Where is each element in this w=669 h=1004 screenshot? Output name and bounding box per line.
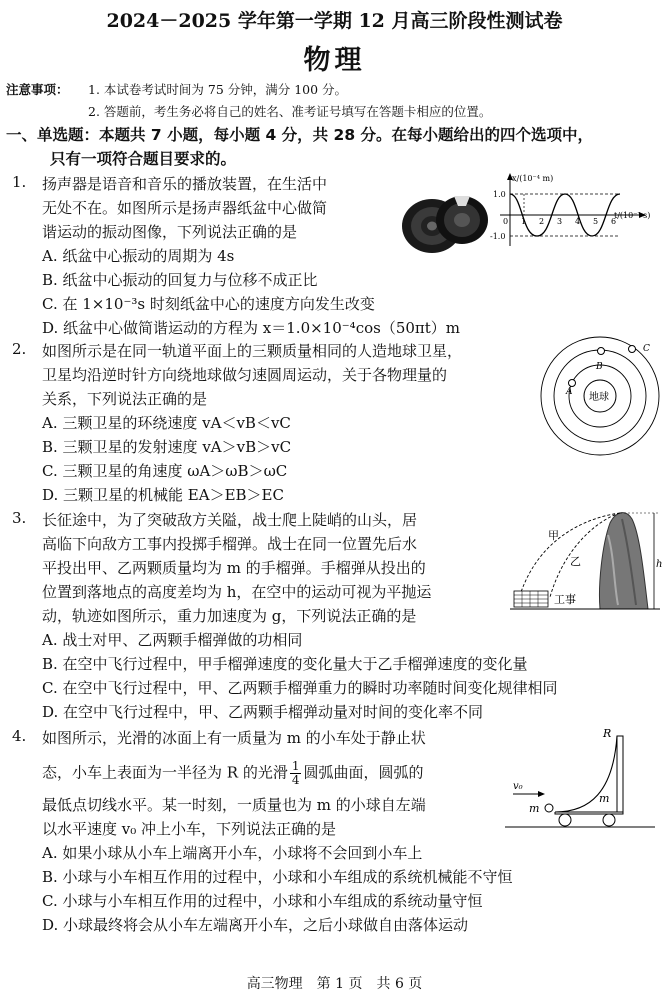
sat-label: B xyxy=(596,362,603,372)
q4-option-b: B. 小球与小车相互作用的过程中，小球和小车组成的系统机械能不守恒 xyxy=(42,868,513,886)
fraction: $\frac{1}{4}$ xyxy=(291,759,300,787)
q4-option-d: D. 小球最终将会从小车左端离开小车，之后小球做自由落体运动 xyxy=(42,916,469,934)
q4-option-c: C. 小球与小车相互作用的过程中，小球和小车组成的系统动量守恒 xyxy=(42,892,483,910)
vibration-graph xyxy=(490,170,665,250)
q4-stem: 以水平速度 v₀ 冲上小车，下列说法正确的是 xyxy=(42,820,337,838)
graph-tick: 4 xyxy=(575,217,581,226)
note-item-2: 2. 答题前，考生务必将自己的姓名、准考证号填写在答题卡相应的位置。 xyxy=(88,104,492,119)
page-footer: 高三物理 第 1 页 共 6 页 xyxy=(246,976,423,992)
cliff-diagram xyxy=(510,505,665,615)
q2-option-d: D. 三颗卫星的机械能 EA＞EB＞EC xyxy=(42,486,284,504)
sat-label: A xyxy=(566,387,573,397)
trajectory-label: 乙 xyxy=(570,555,581,568)
sat-label: C xyxy=(643,344,650,354)
q3-option-a: A. 战士对甲、乙两颗手榴弹做的功相同 xyxy=(42,631,303,649)
q3-option-c: C. 在空中飞行过程中，甲、乙两颗手榴弹重力的瞬时功率随时间变化规律相同 xyxy=(42,679,558,697)
graph-tick: 1.0 xyxy=(493,190,506,199)
q3-stem: 长征途中，为了突破敌方关隘，战士爬上陡峭的山头，居 xyxy=(42,511,418,529)
orbit-diagram xyxy=(530,336,665,456)
cart-diagram xyxy=(505,722,665,832)
q1-option-d: D. 纸盆中心做简谐运动的方程为 x＝1.0×10⁻⁴cos（50πt）m xyxy=(42,319,461,337)
q3-stem: 位置到落地点的高度差均为 h，在空中的运动可视为平抛运 xyxy=(42,583,432,601)
q1-stem: 谐运动的振动图像，下列说法正确的是 xyxy=(42,223,298,241)
q1-option-c: C. 在 1×10⁻³s 时刻纸盆中心的速度方向发生改变 xyxy=(42,295,375,313)
question-number: 4. xyxy=(12,727,27,745)
q4-option-a: A. 如果小球从小车上端离开小车，小球将不会回到小车上 xyxy=(42,844,423,862)
q2-stem: 卫星均沿逆时针方向绕地球做匀速圆周运动，关于各物理量的 xyxy=(42,366,448,384)
q4-stem: 态，小车上表面为一半径为 R 的光滑 $\frac{1}{4}$ 圆弧曲面，圆弧的 xyxy=(42,759,424,787)
graph-tick: 2 xyxy=(539,217,545,226)
q1-stem: 无处不在。如图所示是扬声器纸盆中心做简 xyxy=(42,199,328,217)
graph-tick: 1 xyxy=(521,217,527,226)
question-number: 3. xyxy=(12,509,27,527)
q2-stem: 如图所示是在同一轨道平面上的三颗质量相同的人造地球卫星， xyxy=(42,342,463,360)
graph-y-label: x/(10⁻⁴ m) xyxy=(512,174,554,183)
q3-stem: 动，轨迹如图所示，重力加速度为 g，下列说法正确的是 xyxy=(42,607,417,625)
q3-stem: 平投出甲、乙两颗质量均为 m 的手榴弹。手榴弹从投出的 xyxy=(42,559,426,577)
graph-tick: 0 xyxy=(503,217,509,226)
q3-option-d: D. 在空中飞行过程中，甲、乙两颗手榴弹动量对时间的变化率不同 xyxy=(42,703,484,721)
question-number: 2. xyxy=(12,340,27,358)
graph-x-label: t/(10⁻³ s) xyxy=(614,211,651,220)
radius-label: R xyxy=(603,727,612,740)
subject-title: 物理 xyxy=(303,45,366,76)
height-label: h xyxy=(656,559,663,570)
notes-label: 注意事项： xyxy=(6,82,69,97)
q1-option-a: A. 纸盆中心振动的周期为 4s xyxy=(42,247,235,265)
section-heading: 一、单选题：本题共 7 小题，每小题 4 分，共 28 分。在每小题给出的四个选项中， xyxy=(6,126,594,144)
cart-mass-label: m xyxy=(599,792,610,805)
section-heading-line2: 只有一项符合题目要求的。 xyxy=(50,150,237,168)
graph-tick: 6 xyxy=(611,217,617,226)
note-item-1: 1. 本试卷考试时间为 75 分钟，满分 100 分。 xyxy=(88,82,348,97)
bunker-label: 工事 xyxy=(554,593,576,606)
q3-option-b: B. 在空中飞行过程中，甲手榴弹速度的变化量大于乙手榴弹速度的变化量 xyxy=(42,655,528,673)
q2-stem: 关系，下列说法正确的是 xyxy=(42,390,208,408)
q4-stem: 如图所示，光滑的冰面上有一质量为 m 的小车处于静止状 xyxy=(42,729,426,747)
earth-label: 地球 xyxy=(589,392,609,403)
graph-tick: 5 xyxy=(593,217,599,226)
q2-option-b: B. 三颗卫星的发射速度 vA＞vB＞vC xyxy=(42,438,292,456)
q1-option-b: B. 纸盆中心振动的回复力与位移不成正比 xyxy=(42,271,318,289)
q1-stem: 扬声器是语音和音乐的播放装置，在生活中 xyxy=(42,175,328,193)
velocity-label: v₀ xyxy=(513,781,523,792)
trajectory-label: 甲 xyxy=(548,529,559,542)
speaker-image xyxy=(392,188,492,256)
q4-stem: 最低点切线水平。某一时刻，一质量也为 m 的小球自左端 xyxy=(42,796,426,814)
ball-mass-label: m xyxy=(529,802,540,815)
question-number: 1. xyxy=(12,173,27,191)
q3-stem: 高临下向敌方工事内投掷手榴弹。战士在同一位置先后水 xyxy=(42,535,418,553)
q2-option-c: C. 三颗卫星的角速度 ωA＞ωB＞ωC xyxy=(42,462,288,480)
graph-tick: 3 xyxy=(557,217,563,226)
graph-tick: -1.0 xyxy=(490,232,506,241)
q2-option-a: A. 三颗卫星的环绕速度 vA＜vB＜vC xyxy=(42,414,291,432)
exam-title: 2024－2025 学年第一学期 12 月高三阶段性测试卷 xyxy=(106,10,563,32)
